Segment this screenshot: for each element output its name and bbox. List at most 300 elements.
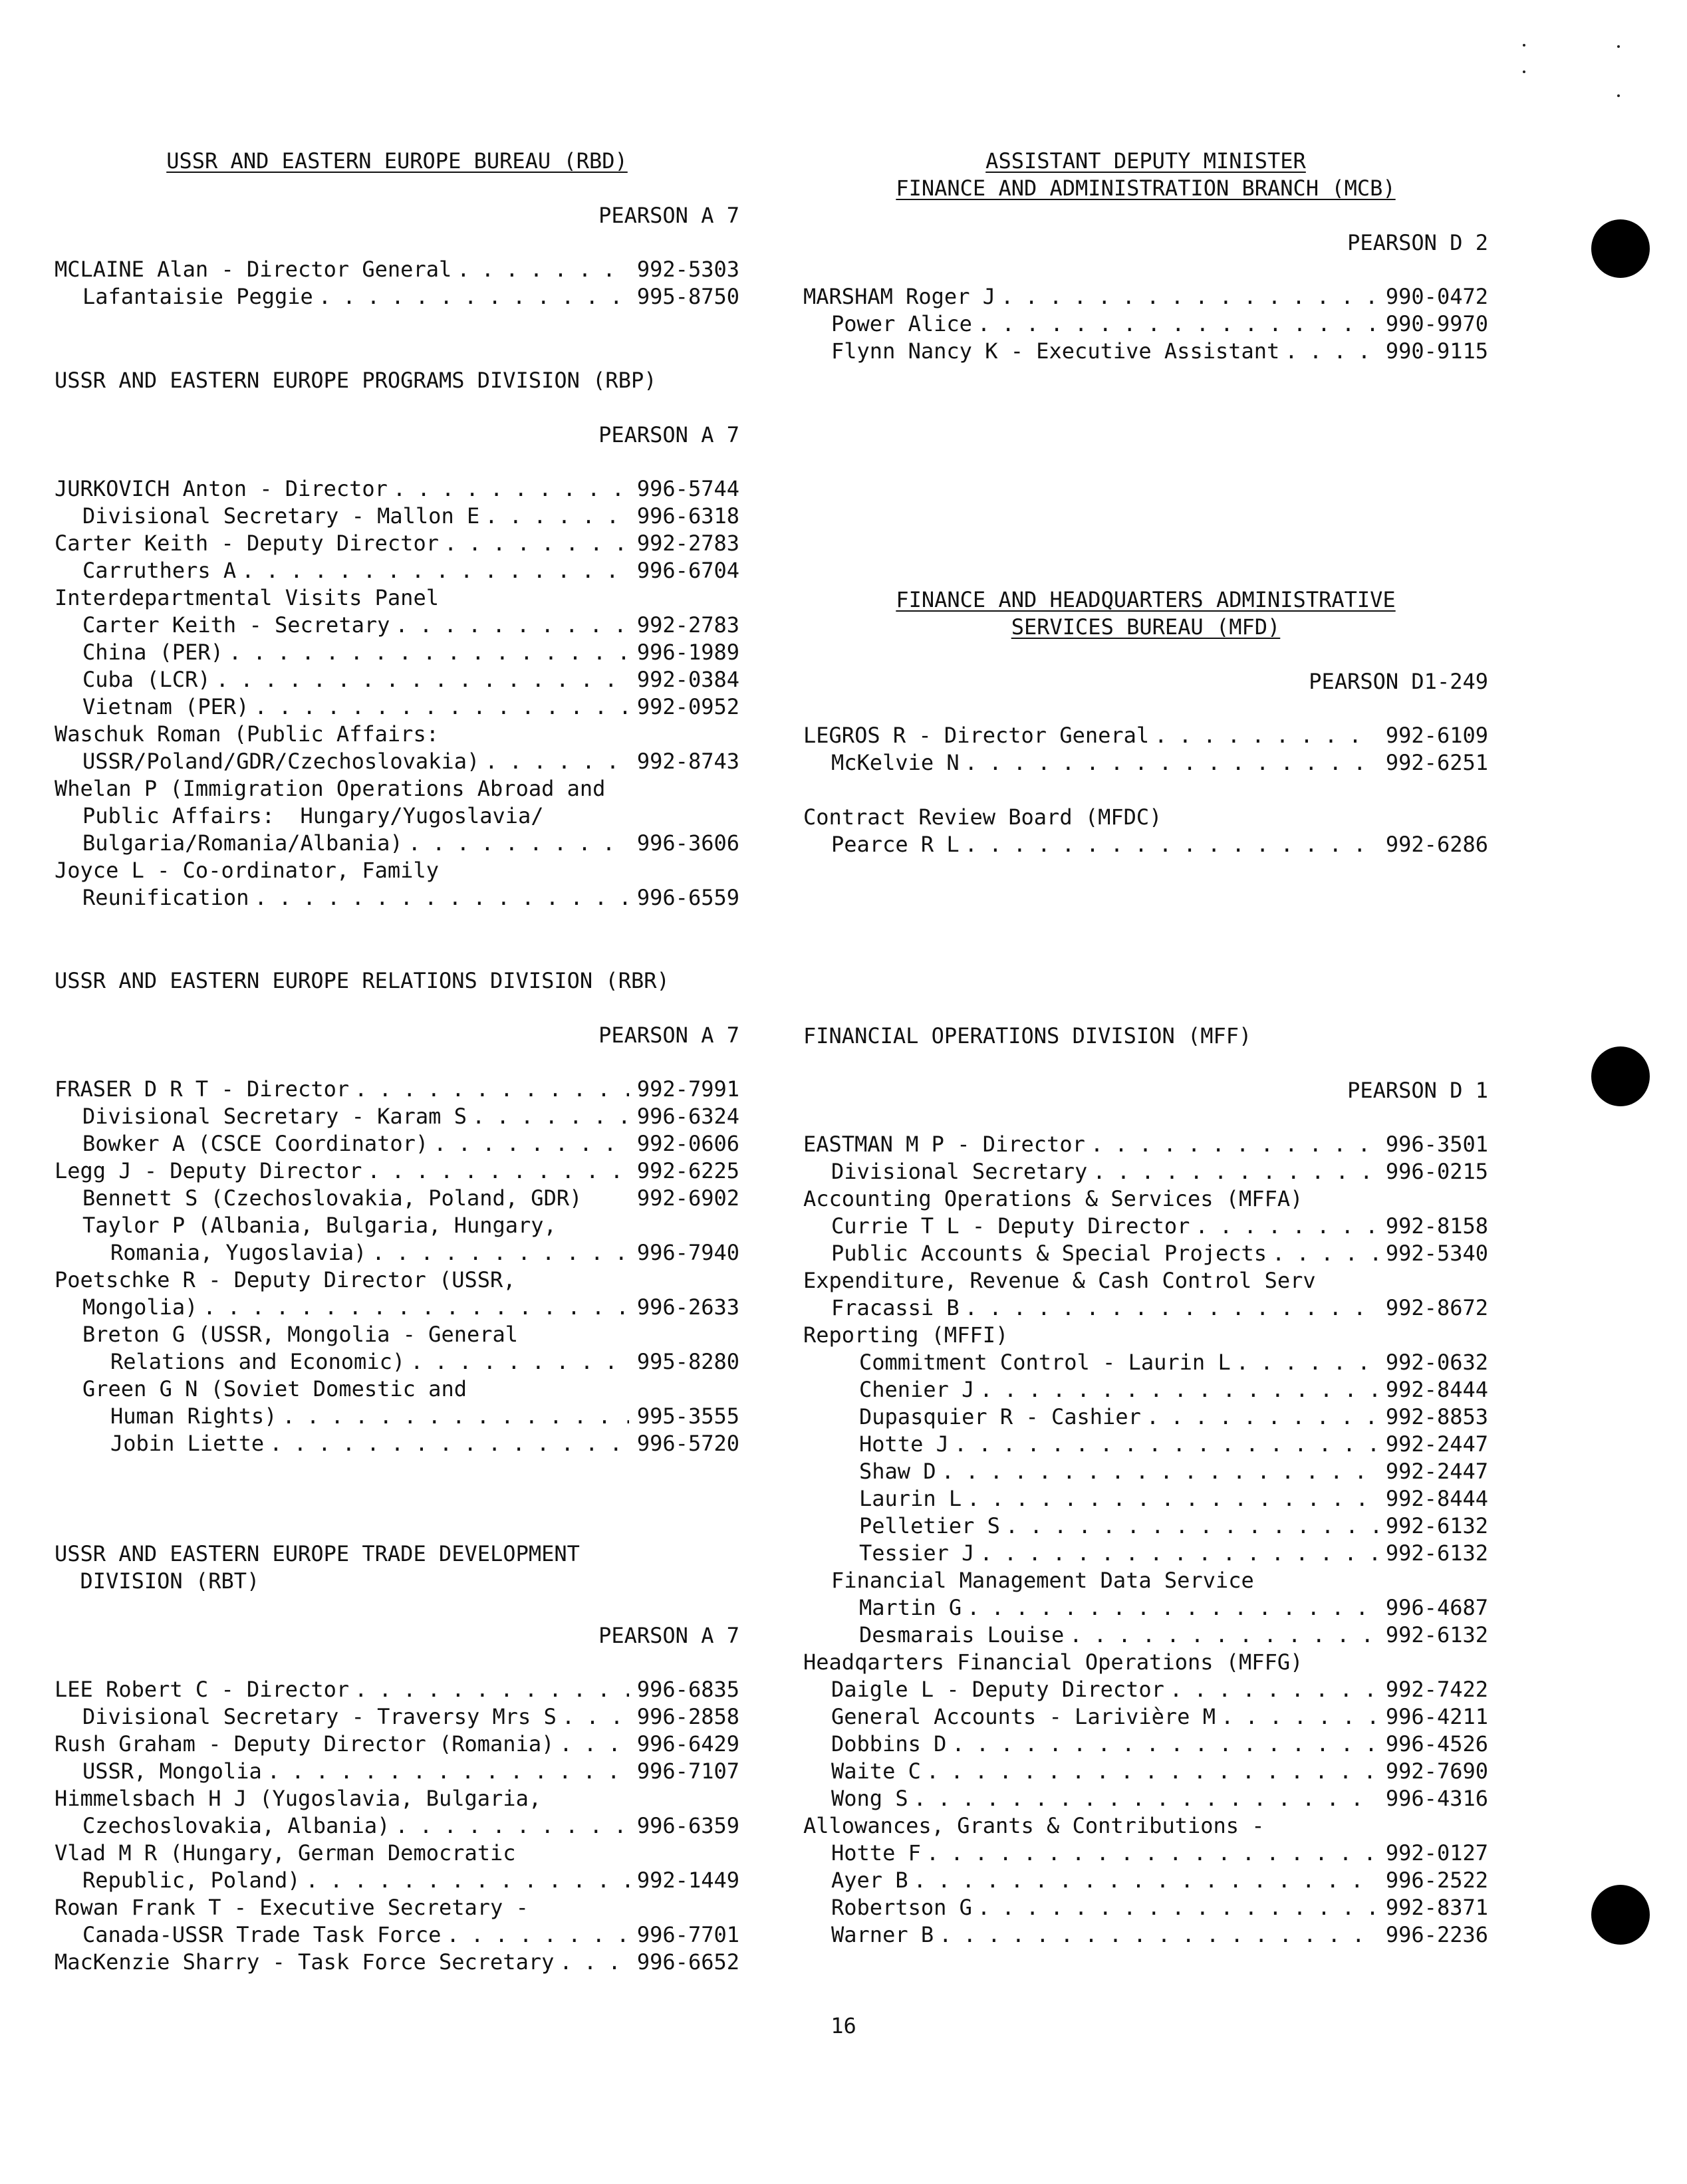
- phone-number: 996-7701: [636, 1922, 739, 1947]
- entry-name: Rush Graham - Deputy Director (Romania): [55, 1731, 555, 1757]
- phone-number: 996-2236: [1385, 1922, 1488, 1947]
- entry-name: Allowances, Grants & Contributions -: [803, 1813, 1265, 1838]
- section-title: [803, 614, 1488, 641]
- directory-entry: [803, 1131, 1488, 1158]
- entry-name: Bulgaria/Romania/Albania): [82, 830, 403, 856]
- directory-entry: [55, 1867, 739, 1894]
- dot-leader: [306, 1867, 629, 1894]
- directory-entry: [55, 1321, 739, 1348]
- phone-number: 992-6286: [1385, 832, 1488, 857]
- phone-number: 990-9115: [1385, 338, 1488, 364]
- entry-name: Human Rights): [110, 1403, 277, 1429]
- directory-entry: [803, 1322, 1488, 1349]
- entry-name: Dobbins D: [831, 1731, 947, 1757]
- entry-name: Public Affairs: Hungary/Yugoslavia/: [82, 803, 544, 828]
- phone-number: 992-8158: [1385, 1213, 1488, 1239]
- directory-entry: [803, 1921, 1488, 1949]
- location-label: PEARSON D 1: [1347, 1078, 1488, 1103]
- dot-leader: [954, 1431, 1378, 1458]
- directory-entry: [803, 1213, 1488, 1240]
- dot-leader: [472, 1103, 629, 1130]
- section-title: [55, 148, 739, 175]
- directory-entry: [803, 1812, 1488, 1840]
- directory-entry: [803, 1485, 1488, 1513]
- section-mff: [803, 1023, 1488, 1949]
- dot-leader: [393, 475, 629, 503]
- entry-name: Daigle L - Deputy Director: [831, 1677, 1164, 1702]
- dot-leader: [1285, 338, 1378, 365]
- directory-entry: [55, 1157, 739, 1185]
- spacer: [803, 777, 1488, 804]
- entry-name: Rowan Frank T - Executive Secretary -: [55, 1895, 529, 1920]
- entry-name: MacKenzie Sharry - Task Force Secretary: [55, 1949, 555, 1975]
- directory-entry: [55, 1185, 739, 1212]
- phone-number: 992-2783: [636, 531, 739, 556]
- directory-entry: [55, 639, 739, 666]
- location-label: PEARSON A 7: [598, 1623, 739, 1648]
- entry-name: Relations and Economic): [110, 1349, 406, 1374]
- phone-number: 992-2447: [1385, 1459, 1488, 1484]
- dot-leader: [1221, 1703, 1378, 1731]
- entry-name: Interdepartmental Visits Panel: [55, 585, 439, 610]
- phone-number: 996-6359: [636, 1813, 739, 1838]
- dot-leader: [559, 1949, 629, 1976]
- phone-number: 992-7422: [1385, 1677, 1488, 1702]
- dot-leader: [965, 749, 1378, 777]
- section-title-text: USSR AND EASTERN EUROPE TRADE DEVELOPMENT: [55, 1541, 580, 1566]
- entry-name: Power Alice: [831, 311, 972, 336]
- entry-name: JURKOVICH Anton - Director: [55, 476, 388, 501]
- directory-entry: [55, 857, 739, 884]
- section-title-text: DIVISION (RBT): [55, 1568, 260, 1594]
- entry-name: Green G N (Soviet Domestic and: [82, 1376, 467, 1401]
- entry-name: Bennett S (Czechoslovakia, Poland, GDR): [82, 1185, 583, 1211]
- punch-hole: [1591, 219, 1650, 278]
- entry-name: Vietnam (PER): [82, 694, 249, 719]
- directory-entry: [55, 283, 739, 310]
- directory-entry: [55, 1076, 739, 1103]
- dot-leader: [254, 693, 628, 721]
- phone-number: 992-0606: [636, 1131, 739, 1156]
- directory-entry: [803, 1513, 1488, 1540]
- entry-name: FRASER D R T - Director: [55, 1076, 350, 1102]
- phone-number: 992-8444: [1385, 1377, 1488, 1402]
- entry-name: Jobin Liette: [110, 1431, 265, 1456]
- directory-entry: [55, 1703, 739, 1731]
- phone-number: 992-6902: [636, 1185, 739, 1211]
- entry-name: Contract Review Board (MFDC): [803, 804, 1162, 830]
- section-title: [803, 586, 1488, 614]
- phone-number: 992-7690: [1385, 1759, 1488, 1784]
- phone-number: 996-4211: [1385, 1704, 1488, 1729]
- directory-entry: [803, 831, 1488, 858]
- section-rbp: [55, 367, 739, 911]
- entry-name: Joyce L - Co-ordinator, Family: [55, 858, 439, 883]
- phone-number: 995-8280: [636, 1349, 739, 1374]
- directory-entry: [803, 1403, 1488, 1431]
- section-rbd: [55, 148, 739, 310]
- phone-number: 995-8750: [636, 284, 739, 309]
- dot-leader: [395, 612, 629, 639]
- directory-entry: [55, 1894, 739, 1921]
- dot-leader: [485, 748, 629, 775]
- section-title: [55, 1540, 739, 1568]
- phone-number: 996-4526: [1385, 1731, 1488, 1757]
- directory-entry: [803, 1649, 1488, 1676]
- dot-leader: [1170, 1676, 1378, 1703]
- entry-name: Breton G (USSR, Mongolia - General: [82, 1322, 519, 1347]
- entry-name: Bowker A (CSCE Coordinator): [82, 1131, 429, 1156]
- phone-number: 992-6132: [1385, 1513, 1488, 1538]
- entry-name: EASTMAN M P - Director: [803, 1132, 1085, 1157]
- entry-name: Waite C: [831, 1759, 921, 1784]
- phone-number: 996-6652: [636, 1949, 739, 1975]
- dot-leader: [587, 1185, 629, 1212]
- entry-name: Hotte F: [831, 1840, 921, 1866]
- section-mcb: [803, 148, 1488, 365]
- dot-leader: [444, 530, 629, 557]
- section-title-text: USSR AND EASTERN EUROPE PROGRAMS DIVISION (RBP): [55, 368, 657, 393]
- dot-leader: [967, 1485, 1378, 1513]
- entry-name: McKelvie N: [831, 750, 960, 775]
- section-mfd: [803, 586, 1488, 858]
- dot-leader: [914, 1785, 1378, 1812]
- directory-entry: [803, 1703, 1488, 1731]
- phone-number: 992-0384: [636, 667, 739, 692]
- entry-name: Robertson G: [831, 1895, 972, 1920]
- entry-name: LEGROS R - Director General: [803, 723, 1150, 748]
- phone-number: 996-2522: [1385, 1868, 1488, 1893]
- dot-leader: [939, 1921, 1378, 1949]
- dot-leader: [942, 1458, 1378, 1485]
- entry-name: USSR, Mongolia: [82, 1759, 262, 1784]
- directory-entry: [55, 503, 739, 530]
- directory-entry: [803, 1676, 1488, 1703]
- phone-number: 992-2447: [1385, 1431, 1488, 1457]
- directory-entry: [803, 1622, 1488, 1649]
- entry-name: Hotte J: [859, 1431, 949, 1457]
- phone-number: 992-1449: [636, 1868, 739, 1893]
- dot-leader: [965, 831, 1378, 858]
- dot-leader: [979, 1540, 1377, 1567]
- section-rbr: [55, 967, 739, 1457]
- directory-entry: [55, 666, 739, 693]
- phone-number: 992-6251: [1385, 750, 1488, 775]
- directory-entry: [803, 1567, 1488, 1594]
- section-title-text: FINANCE AND ADMINISTRATION BRANCH (MCB): [896, 176, 1396, 201]
- section-title-text: USSR AND EASTERN EUROPE RELATIONS DIVISION (RBR): [55, 968, 670, 993]
- entry-name: General Accounts - Larivière M: [831, 1704, 1216, 1729]
- directory-entry: [55, 612, 739, 639]
- entry-name: Poetschke R - Deputy Director (USSR,: [55, 1267, 516, 1292]
- entry-name: Pearce R L: [831, 832, 960, 857]
- location-label: PEARSON D1-249: [1309, 669, 1488, 694]
- phone-number: 996-4316: [1385, 1786, 1488, 1811]
- entry-name: Wong S: [831, 1786, 908, 1811]
- entry-name: Czechoslovakia, Albania): [82, 1813, 390, 1838]
- phone-number: 996-6324: [636, 1104, 739, 1129]
- section-title: [803, 1023, 1488, 1050]
- dot-leader: [269, 1430, 629, 1457]
- dot-leader: [457, 256, 629, 283]
- dot-leader: [1093, 1158, 1378, 1185]
- section-rbt: [55, 1540, 739, 1976]
- directory-entry: [803, 1840, 1488, 1867]
- dot-leader: [967, 1594, 1378, 1622]
- phone-number: 992-6109: [1385, 723, 1488, 748]
- phone-number: 996-6429: [636, 1731, 739, 1757]
- entry-name: Cuba (LCR): [82, 667, 211, 692]
- entry-name: LEE Robert C - Director: [55, 1677, 350, 1702]
- phone-number: 992-8743: [636, 749, 739, 774]
- dot-leader: [1091, 1131, 1378, 1158]
- entry-name: Divisional Secretary - Karam S: [82, 1104, 467, 1129]
- dot-leader: [203, 1294, 628, 1321]
- phone-number: 996-7940: [636, 1240, 739, 1265]
- dot-leader: [1154, 722, 1378, 749]
- directory-entry: [55, 1239, 739, 1267]
- phone-number: 992-0632: [1385, 1350, 1488, 1375]
- directory-entry: [55, 1403, 739, 1430]
- dot-leader: [446, 1921, 628, 1949]
- phone-number: 996-7107: [636, 1759, 739, 1784]
- dot-leader: [434, 1130, 629, 1157]
- directory-entry: [55, 584, 739, 612]
- directory-entry: [803, 1240, 1488, 1267]
- dot-leader: [241, 557, 629, 584]
- phone-number: 996-2858: [636, 1704, 739, 1729]
- phone-number: 992-2783: [636, 612, 739, 638]
- entry-name: Accounting Operations & Services (MFFA): [803, 1186, 1303, 1211]
- directory-entry: [803, 1731, 1488, 1758]
- entry-name: Currie T L - Deputy Director: [831, 1213, 1190, 1239]
- entry-name: Flynn Nancy K - Executive Assistant: [831, 338, 1280, 364]
- phone-number: 990-9970: [1385, 311, 1488, 336]
- entry-name: Himmelsbach H J (Yugoslavia, Bulgaria,: [55, 1786, 542, 1811]
- directory-entry: [803, 1267, 1488, 1294]
- entry-name: Canada-USSR Trade Task Force: [82, 1922, 442, 1947]
- directory-entry: [803, 1894, 1488, 1921]
- dot-leader: [410, 1348, 629, 1376]
- directory-entry: [55, 1130, 739, 1157]
- entry-name: Shaw D: [859, 1459, 936, 1484]
- dot-leader: [354, 1076, 629, 1103]
- directory-entry: [55, 1758, 739, 1785]
- directory-entry: [55, 748, 739, 775]
- dot-leader: [979, 1376, 1377, 1403]
- phone-number: 992-8853: [1385, 1404, 1488, 1429]
- phone-number: 996-6704: [636, 558, 739, 583]
- page-number: 16: [831, 2013, 856, 2038]
- entry-name: Dupasquier R - Cashier: [859, 1404, 1141, 1429]
- entry-name: Ayer B: [831, 1868, 908, 1893]
- entry-name: Warner B: [831, 1922, 934, 1947]
- dot-leader: [562, 1703, 629, 1731]
- directory-entry: [803, 804, 1488, 831]
- directory-entry: [55, 1921, 739, 1949]
- directory-entry: [55, 1430, 739, 1457]
- dot-leader: [254, 884, 628, 911]
- dot-leader: [319, 283, 629, 310]
- dot-leader: [977, 310, 1378, 338]
- dot-leader: [977, 1894, 1378, 1921]
- phone-number: 992-0127: [1385, 1840, 1488, 1866]
- dot-leader: [395, 1812, 629, 1840]
- entry-name: Desmarais Louise: [859, 1622, 1065, 1647]
- directory-entry: [55, 1812, 739, 1840]
- section-title: [55, 1568, 739, 1595]
- directory-entry: [55, 1949, 739, 1976]
- entry-name: Tessier J: [859, 1540, 975, 1566]
- directory-entry: [55, 721, 739, 748]
- entry-name: Divisional Secretary: [831, 1159, 1088, 1184]
- directory-entry: [55, 1212, 739, 1239]
- directory-entry: [55, 1785, 739, 1812]
- directory-entry: [803, 749, 1488, 777]
- section-title-text: SERVICES BUREAU (MFD): [1011, 614, 1281, 640]
- phone-number: 996-6559: [636, 885, 739, 910]
- dot-leader: [926, 1840, 1378, 1867]
- phone-number: 992-8371: [1385, 1895, 1488, 1920]
- dot-leader: [1005, 1513, 1378, 1540]
- directory-entry: [55, 1267, 739, 1294]
- directory-entry: [55, 1731, 739, 1758]
- phone-number: 996-6835: [636, 1677, 739, 1702]
- dot-leader: [354, 1676, 629, 1703]
- section-title-text: ASSISTANT DEPUTY MINISTER: [985, 148, 1306, 174]
- entry-name: Divisional Secretary - Traversy Mrs S: [82, 1704, 557, 1729]
- dot-leader: [1069, 1622, 1378, 1649]
- directory-entry: [55, 1840, 739, 1867]
- scan-speck: [1523, 70, 1525, 73]
- directory-entry: [803, 1294, 1488, 1322]
- entry-name: MCLAINE Alan - Director General: [55, 257, 452, 282]
- phone-number: 992-6225: [636, 1158, 739, 1183]
- directory-entry: [55, 1294, 739, 1321]
- dot-leader: [1001, 283, 1378, 310]
- punch-hole: [1591, 1046, 1650, 1106]
- dot-leader: [485, 503, 629, 530]
- punch-hole: [1591, 1885, 1650, 1945]
- entry-name: Mongolia): [82, 1294, 198, 1320]
- location-label: PEARSON D 2: [1347, 230, 1488, 255]
- dot-leader: [408, 830, 629, 857]
- directory-entry: [803, 1349, 1488, 1376]
- entry-name: Pelletier S: [859, 1513, 1000, 1538]
- directory-entry: [803, 1785, 1488, 1812]
- directory-entry: [55, 475, 739, 503]
- dot-leader: [1272, 1240, 1378, 1267]
- phone-number: 996-6318: [636, 503, 739, 529]
- phone-number: 992-6132: [1385, 1540, 1488, 1566]
- entry-name: Commitment Control - Laurin L: [859, 1350, 1231, 1375]
- entry-name: Reporting (MFFI): [803, 1322, 1009, 1348]
- phone-number: 995-3555: [636, 1403, 739, 1429]
- directory-entry: [55, 884, 739, 911]
- scan-speck: [1617, 45, 1620, 48]
- entry-name: USSR/Poland/GDR/Czechoslovakia): [82, 749, 480, 774]
- section-title: [55, 367, 739, 394]
- location-label: PEARSON A 7: [598, 1023, 739, 1048]
- entry-name: Laurin L: [859, 1486, 962, 1511]
- entry-name: Vlad M R (Hungary, German Democratic: [55, 1840, 516, 1866]
- directory-entry: [55, 557, 739, 584]
- directory-entry: [55, 1376, 739, 1403]
- dot-leader: [952, 1731, 1377, 1758]
- phone-number: 992-8672: [1385, 1295, 1488, 1320]
- entry-name: Lafantaisie Peggie: [82, 284, 313, 309]
- section-title-text: FINANCE AND HEADQUARTERS ADMINISTRATIVE: [896, 587, 1396, 612]
- directory-entry: [55, 530, 739, 557]
- entry-name: Fracassi B: [831, 1295, 960, 1320]
- entry-name: Public Accounts & Special Projects: [831, 1241, 1267, 1266]
- entry-name: Romania, Yugoslavia): [110, 1240, 367, 1265]
- directory-entry: [803, 1185, 1488, 1213]
- dot-leader: [1146, 1403, 1378, 1431]
- entry-name: Legg J - Deputy Director: [55, 1158, 362, 1183]
- dot-leader: [367, 1157, 629, 1185]
- directory-entry: [803, 722, 1488, 749]
- entry-name: Financial Management Data Service: [831, 1568, 1254, 1593]
- entry-name: Expenditure, Revenue & Cash Control Serv: [803, 1268, 1316, 1293]
- entry-name: MARSHAM Roger J: [803, 284, 995, 309]
- dot-leader: [282, 1403, 628, 1430]
- entry-name: Waschuk Roman (Public Affairs:: [55, 721, 439, 747]
- directory-entry: [803, 1758, 1488, 1785]
- entry-name: Whelan P (Immigration Operations Abroad and: [55, 776, 606, 801]
- phone-number: 996-5744: [636, 476, 739, 501]
- directory-entry: [55, 802, 739, 830]
- directory-entry: [55, 1676, 739, 1703]
- entry-name: Divisional Secretary - Mallon E: [82, 503, 480, 529]
- entry-name: Republic, Poland): [82, 1868, 301, 1893]
- directory-entry: [55, 775, 739, 802]
- directory-entry: [803, 1158, 1488, 1185]
- section-title-text: USSR AND EASTERN EUROPE BUREAU (RBD): [166, 148, 628, 174]
- phone-number: 992-6132: [1385, 1622, 1488, 1647]
- entry-name: Headqarters Financial Operations (MFFG): [803, 1649, 1303, 1675]
- entry-name: Chenier J: [859, 1377, 975, 1402]
- phone-number: 996-0215: [1385, 1159, 1488, 1184]
- phone-number: 992-0952: [636, 694, 739, 719]
- section-title-text: FINANCIAL OPERATIONS DIVISION (MFF): [803, 1023, 1252, 1048]
- directory-entry: [55, 693, 739, 721]
- entry-name: China (PER): [82, 640, 223, 665]
- directory-entry: [55, 256, 739, 283]
- phone-number: 996-3501: [1385, 1132, 1488, 1157]
- entry-name: Martin G: [859, 1595, 962, 1620]
- directory-entry: [803, 1594, 1488, 1622]
- location-label: PEARSON A 7: [598, 422, 739, 447]
- section-title: [803, 175, 1488, 202]
- dot-leader: [559, 1731, 629, 1758]
- directory-entry: [55, 1103, 739, 1130]
- phone-number: 992-5340: [1385, 1241, 1488, 1266]
- location-label: PEARSON A 7: [598, 203, 739, 228]
- phone-number: 996-3606: [636, 830, 739, 856]
- entry-name: Taylor P (Albania, Bulgaria, Hungary,: [82, 1213, 557, 1238]
- dot-leader: [267, 1758, 629, 1785]
- dot-leader: [914, 1867, 1378, 1894]
- dot-leader: [229, 639, 629, 666]
- directory-entry: [55, 830, 739, 857]
- directory-entry: [803, 338, 1488, 365]
- phone-number: 992-8444: [1385, 1486, 1488, 1511]
- entry-name: Carter Keith - Secretary: [82, 612, 390, 638]
- dot-leader: [372, 1239, 629, 1267]
- dot-leader: [1236, 1349, 1378, 1376]
- directory-entry: [803, 1431, 1488, 1458]
